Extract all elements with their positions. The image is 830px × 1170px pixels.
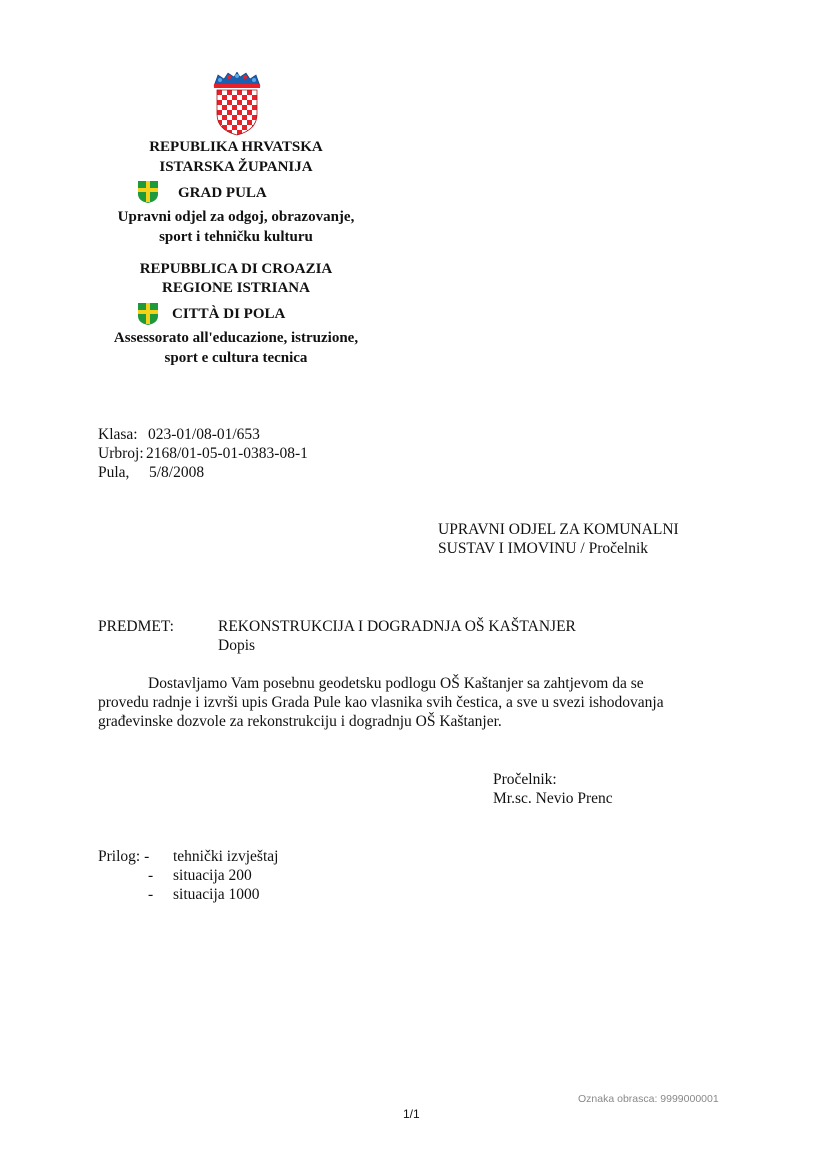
date-value: 5/8/2008 bbox=[149, 464, 205, 481]
croatian-coat-of-arms bbox=[212, 72, 262, 136]
body-line1: Dostavljamo Vam posebnu geodetsku podlogu OŠ Kaštanjer sa zahtjevom da se bbox=[148, 675, 644, 692]
recipient-line2: SUSTAV I IMOVINU / Pročelnik bbox=[438, 540, 649, 557]
form-code: Oznaka obrasca: 9999000001 bbox=[578, 1093, 719, 1105]
urbroj-value: 2168/01-05-01-0383-08-1 bbox=[146, 445, 308, 462]
header-hr-city: GRAD PULA bbox=[178, 185, 267, 201]
body-line3: građevinske dozvole za rekonstrukciju i dogradnju OŠ Kaštanjer. bbox=[98, 713, 502, 730]
header-it-dept-line1: Assessorato all'educazione, istruzione, bbox=[113, 330, 359, 346]
signature-name: Mr.sc. Nevio Prenc bbox=[493, 790, 613, 807]
header-hr-line2: ISTARSKA ŽUPANIJA bbox=[159, 159, 313, 175]
subject-subtitle: Dopis bbox=[218, 637, 256, 654]
header-hr-line1: REPUBLIKA HRVATSKA bbox=[149, 139, 323, 155]
attachment-item-2: situacija 200 bbox=[173, 867, 252, 884]
klasa-value: 023-01/08-01/653 bbox=[148, 426, 260, 443]
crown-icon bbox=[214, 72, 260, 88]
recipient-line1: UPRAVNI ODJEL ZA KOMUNALNI bbox=[438, 521, 679, 538]
pola-shield-icon bbox=[137, 302, 159, 326]
checkered-shield-icon bbox=[217, 90, 257, 136]
body-line2: provedu radnje i izvrši upis Grada Pule kao vlasnika svih čestica, a sve u svezi ishodovanja bbox=[98, 694, 664, 711]
attachment-item-3: situacija 1000 bbox=[173, 886, 260, 903]
urbroj-label: Urbroj: bbox=[98, 445, 144, 462]
pula-shield-icon bbox=[137, 180, 159, 204]
attachments-label: Prilog: - bbox=[98, 848, 150, 865]
header-it-dept-line2: sport e cultura tecnica bbox=[164, 350, 308, 366]
header-hr-dept-line2: sport i tehničku kulturu bbox=[159, 229, 313, 245]
subject-title: REKONSTRUKCIJA I DOGRADNJA OŠ KAŠTANJER bbox=[218, 618, 576, 635]
attachment-item-1: tehnički izvještaj bbox=[173, 848, 279, 865]
place-label: Pula, bbox=[98, 464, 130, 481]
signature-title: Pročelnik: bbox=[493, 771, 557, 788]
header-it-line1: REPUBBLICA DI CROAZIA bbox=[139, 261, 333, 277]
subject-label: PREDMET: bbox=[98, 618, 174, 635]
attachment-dash-2: - bbox=[148, 867, 154, 884]
header-hr-dept-line1: Upravni odjel za odgoj, obrazovanje, bbox=[117, 209, 355, 225]
header-it-city: CITTÀ DI POLA bbox=[172, 306, 286, 322]
header-it-line2: REGIONE ISTRIANA bbox=[162, 280, 310, 296]
klasa-label: Klasa: bbox=[98, 426, 138, 443]
attachment-dash-3: - bbox=[148, 886, 154, 903]
page-number: 1/1 bbox=[403, 1107, 420, 1121]
